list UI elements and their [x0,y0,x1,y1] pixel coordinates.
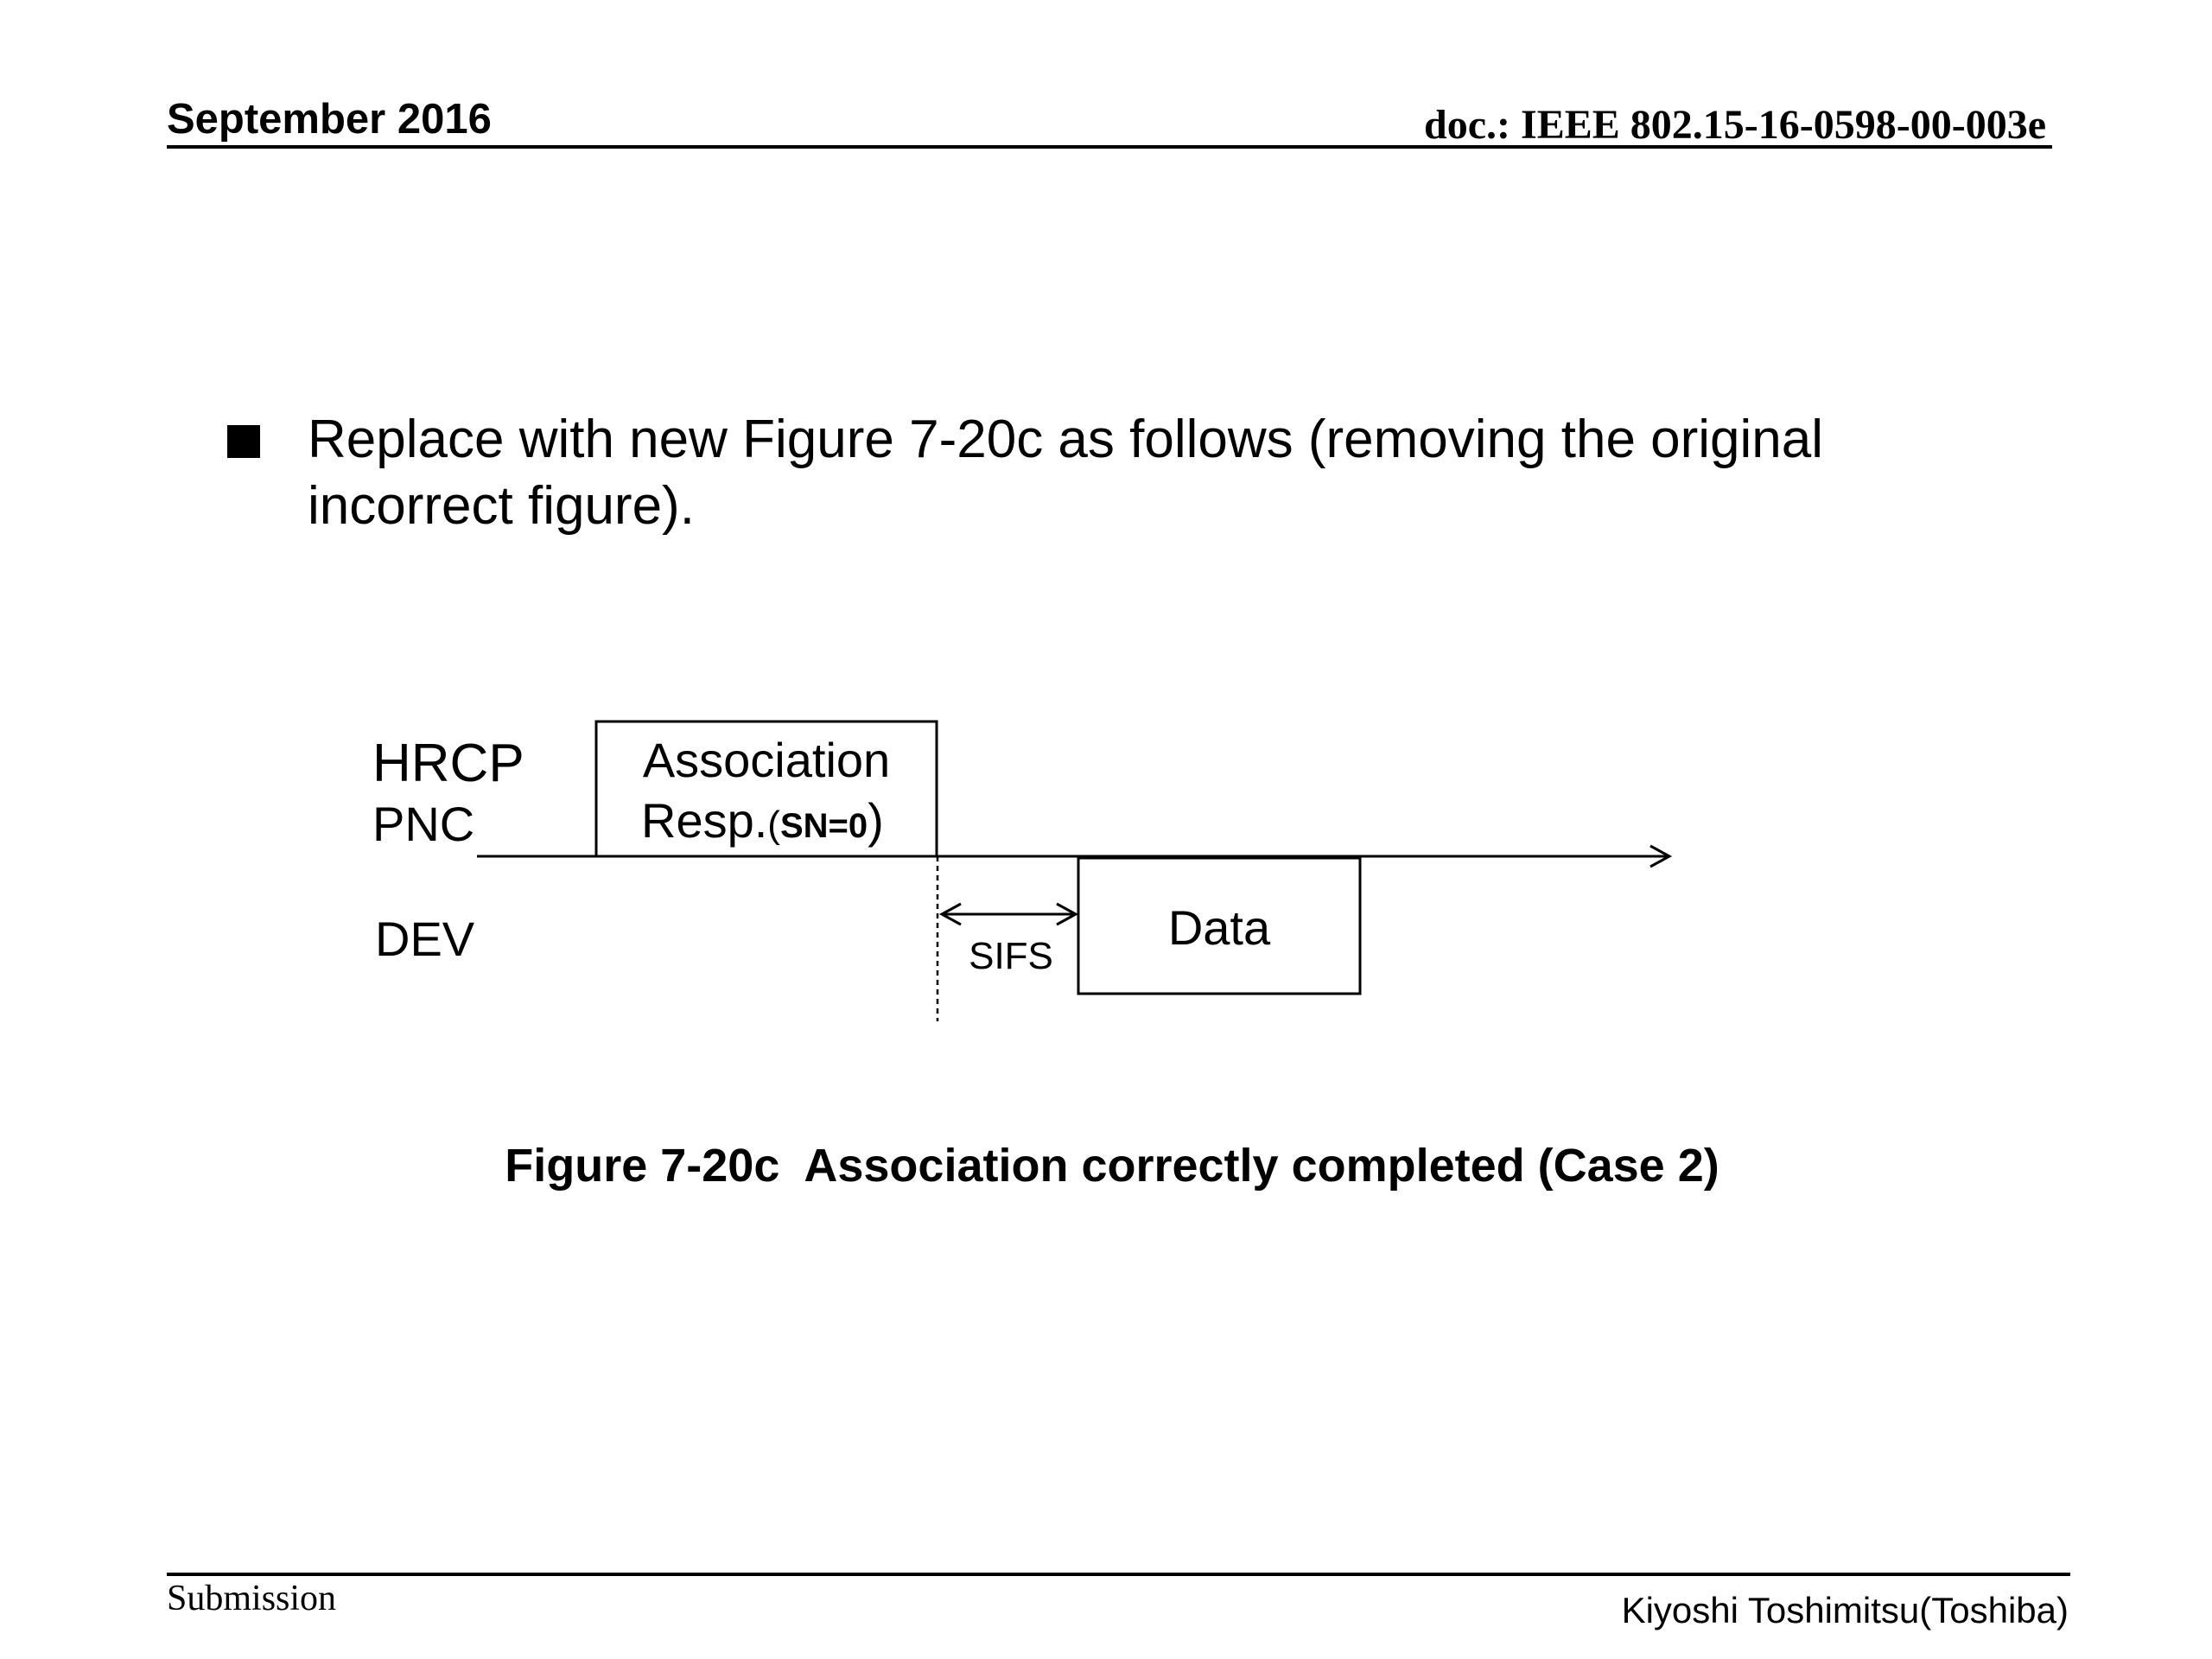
header-doc-id: doc.: IEEE 802.15-16-0598-00-003e [1424,102,2046,148]
bullet-text: Replace with new Figure 7-20c as follows (removing the original incorrect figure). [308,410,1824,536]
dev-label: DEV [375,912,475,966]
sifs-label: SIFS [969,935,1053,977]
association-resp-label [641,793,884,848]
figure-caption: Figure 7-20c Association correctly completed (Case 2) [505,1140,1719,1192]
pnc-label: PNC [372,797,475,851]
resp-text: Resp. [641,793,768,848]
association-label: Association [642,733,891,787]
sn-value: SN=0 [779,807,868,845]
data-label: Data [1167,900,1271,955]
header-date: September 2016 [167,96,492,143]
sn-open-paren: ( [767,804,780,846]
footer-submission: Submission [167,1579,337,1618]
sn-close-paren: ) [868,793,884,848]
footer-divider [167,1573,2070,1576]
footer-author: Kiyoshi Toshimitsu(Toshiba) [1621,1590,2069,1630]
hrcp-label: HRCP [372,734,524,793]
